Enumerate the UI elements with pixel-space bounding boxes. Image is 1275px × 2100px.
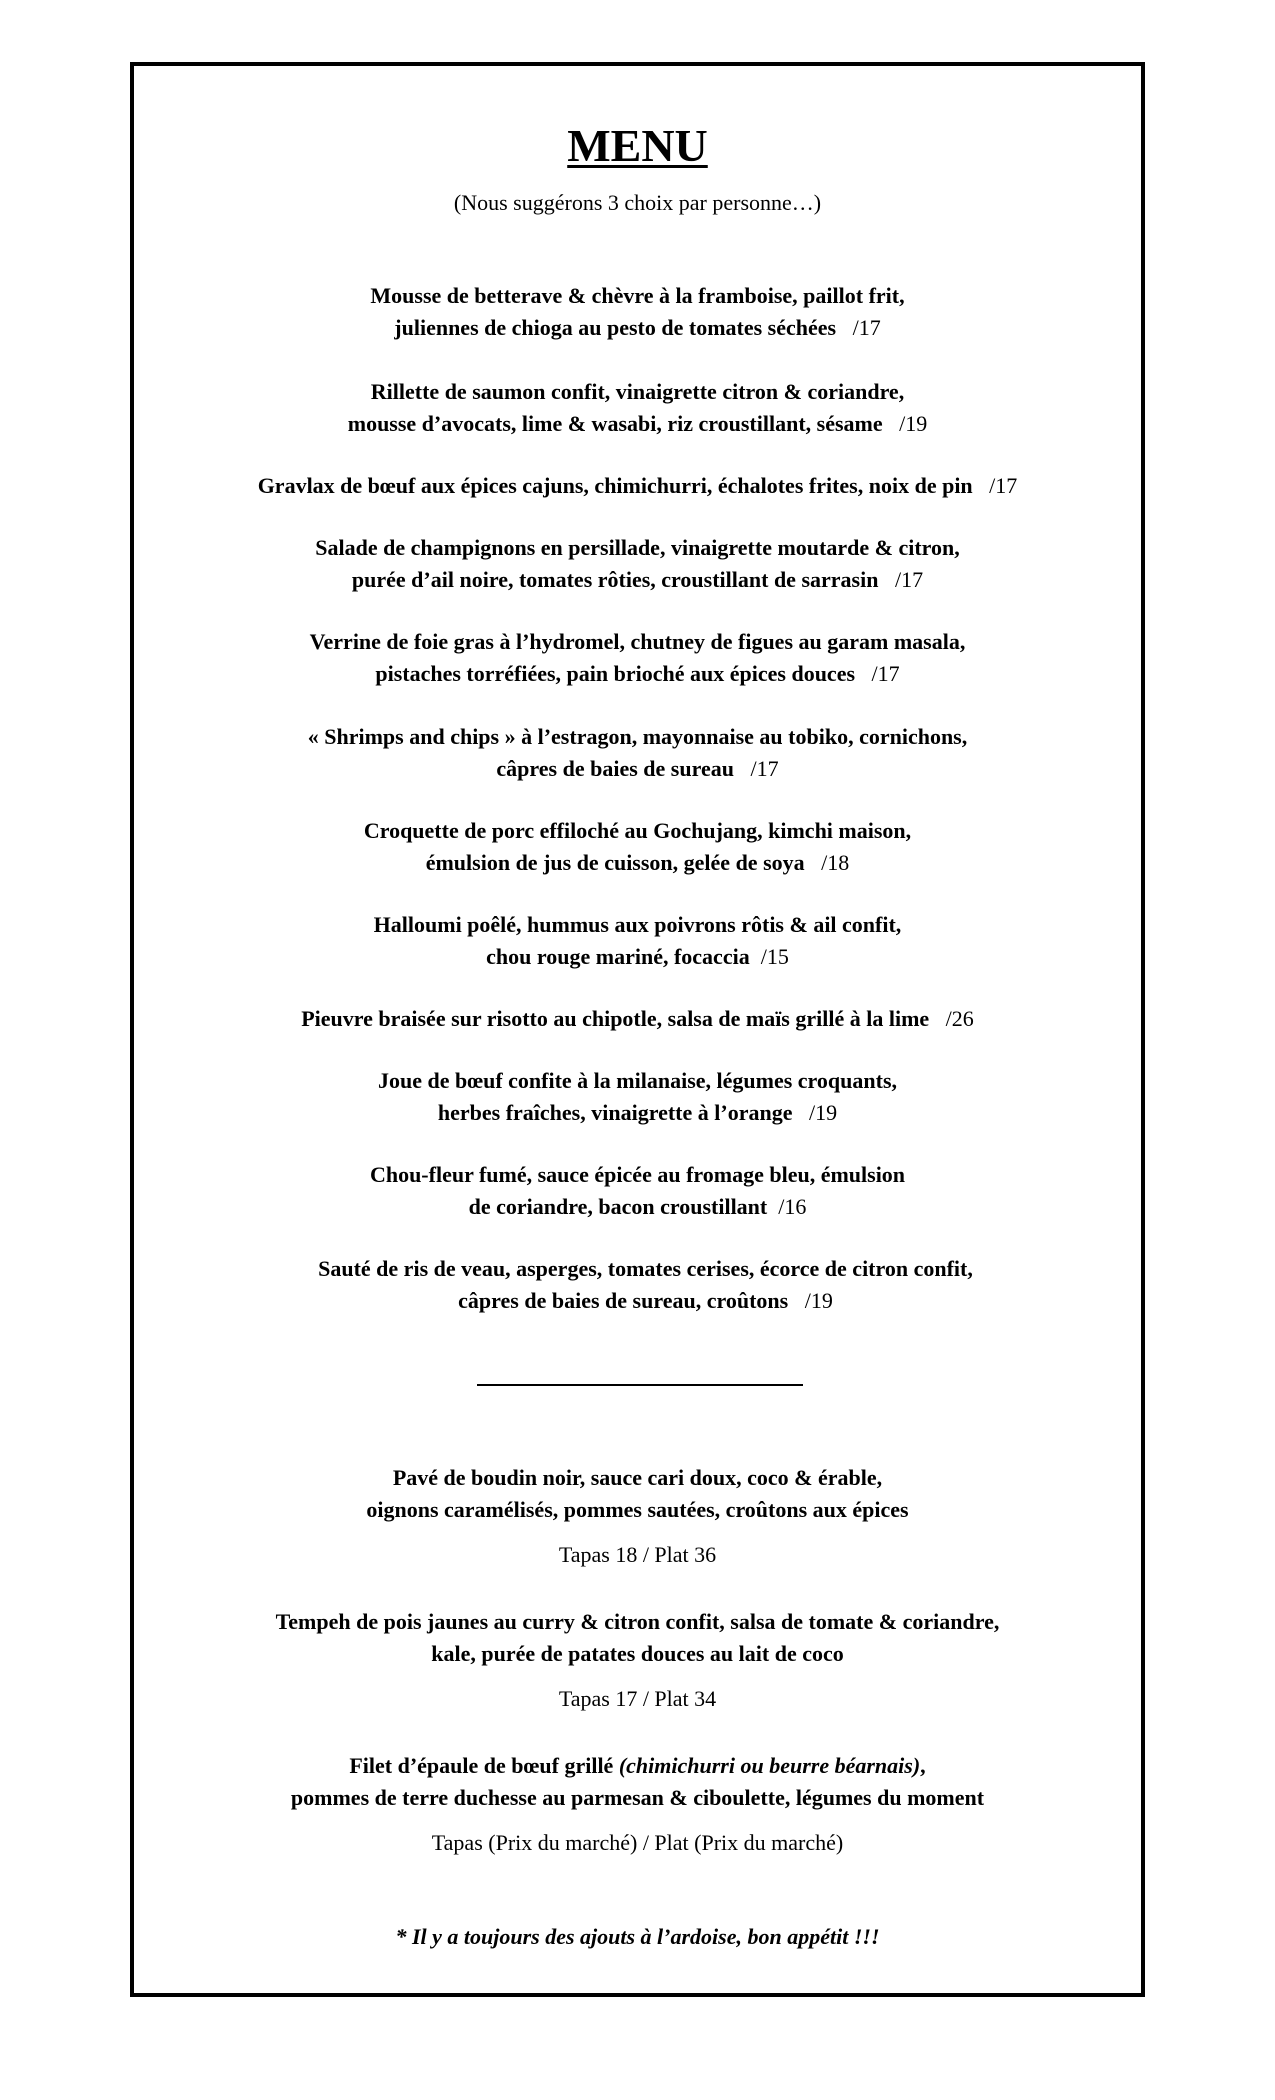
main-dish-sauce-note: (chimichurri ou beurre béarnais) [618,1753,921,1778]
menu-item [134,815,1141,879]
menu-item-line: Halloumi poêlé, hummus aux poivrons rôtis & ail confit, [373,912,902,937]
main-dish-punctuation: , [920,1753,926,1778]
main-dish [134,1462,1141,1526]
main-dish [134,1606,1141,1670]
menu-item-price: /17 [989,473,1018,498]
menu-item-line: mousse d’avocats, lime & wasabi, riz croustillant, sésame [347,411,883,436]
menu-item-price: /17 [750,756,779,781]
menu-item-price: /26 [945,1006,974,1031]
main-dish-line: pommes de terre duchesse au parmesan & ciboulette, légumes du moment [290,1785,985,1810]
menu-frame [130,62,1145,1997]
menu-item [134,532,1141,596]
main-dish-price: Tapas (Prix du marché) / Plat (Prix du marché) [431,1830,844,1855]
menu-item [134,721,1141,785]
menu-item-line: herbes fraîches, vinaigrette à l’orange [437,1100,793,1125]
menu-item-line: Mousse de betterave & chèvre à la framboise, paillot frit, [370,283,905,308]
menu-item-line: Rillette de saumon confit, vinaigrette citron & coriandre, [370,379,905,404]
main-dish-line: kale, purée de patates douces au lait de coco [431,1641,844,1666]
footer-note: * Il y a toujours des ajouts à l’ardoise, bon appétit !!! [395,1924,880,1949]
menu-item-line: purée d’ail noire, tomates rôties, croustillant de sarrasin [351,567,879,592]
menu-item-line: de coriandre, bacon croustillant [468,1194,768,1219]
menu-item-line: pistaches torréfiées, pain brioché aux épices douces [375,661,856,686]
menu-item [134,376,1141,440]
main-dish-price: Tapas 18 / Plat 36 [558,1542,717,1567]
main-dish-line: Pavé de boudin noir, sauce cari doux, coco & érable, [392,1465,883,1490]
menu-item [134,1065,1141,1129]
menu-item-line: Sauté de ris de veau, asperges, tomates cerises, écorce de citron confit, [318,1256,973,1281]
menu-item-line: Chou-fleur fumé, sauce épicée au fromage bleu, émulsion [369,1162,906,1187]
menu-item-price: /17 [894,567,924,592]
main-dish-line: Tempeh de pois jaunes au curry & citron confit, salsa de tomate & coriandre, [275,1609,1000,1634]
menu-item-line: chou rouge mariné, focaccia [486,944,750,969]
menu-item-line: Croquette de porc effiloché au Gochujang, kimchi maison, [363,818,912,843]
menu-item-line: Verrine de foie gras à l’hydromel, chutney de figues au garam masala, [309,629,966,654]
main-dish-line: oignons caramélisés, pommes sautées, croûtons aux épices [366,1497,909,1522]
menu-item-price: /19 [808,1100,838,1125]
menu-item [134,1159,1141,1223]
main-dish [134,1750,1141,1814]
menu-item-price: /19 [804,1288,833,1313]
section-divider [477,1384,803,1386]
menu-item-price: /18 [821,850,850,875]
menu-item-price: /16 [778,1194,807,1219]
menu-item-price: /17 [871,661,900,686]
menu-item-line: Pieuvre braisée sur risotto au chipotle, salsa de maïs grillé à la lime [301,1006,930,1031]
menu-item [134,626,1141,690]
menu-item-line: émulsion de jus de cuisson, gelée de soya [425,850,805,875]
menu-item-line: Joue de bœuf confite à la milanaise, légumes croquants, [377,1068,898,1093]
menu-item [134,1003,1141,1035]
menu-item-line: câpres de baies de sureau [496,756,734,781]
menu-item-price: /19 [899,411,928,436]
menu-item-price: /15 [760,944,789,969]
menu-item-line: câpres de baies de sureau, croûtons [458,1288,789,1313]
main-dish-price: Tapas 17 / Plat 34 [558,1686,717,1711]
menu-item [134,470,1141,502]
menu-item-line: Salade de champignons en persillade, vinaigrette moutarde & citron, [315,535,960,560]
menu-title: MENU [567,120,708,171]
menu-item [134,909,1141,973]
main-dish-line: Filet d’épaule de bœuf grillé [349,1753,614,1778]
menu-item-price: /17 [852,315,881,340]
menu-item-line: Gravlax de bœuf aux épices cajuns, chimichurri, échalotes frites, noix de pin [257,473,973,498]
menu-item-line: juliennes de chioga au pesto de tomates séchées [394,315,837,340]
menu-subtitle: (Nous suggérons 3 choix par personne…) [453,190,822,215]
menu-item [134,1253,1141,1317]
menu-item-line: « Shrimps and chips » à l’estragon, mayonnaise au tobiko, cornichons, [307,724,968,749]
menu-item [134,280,1141,344]
